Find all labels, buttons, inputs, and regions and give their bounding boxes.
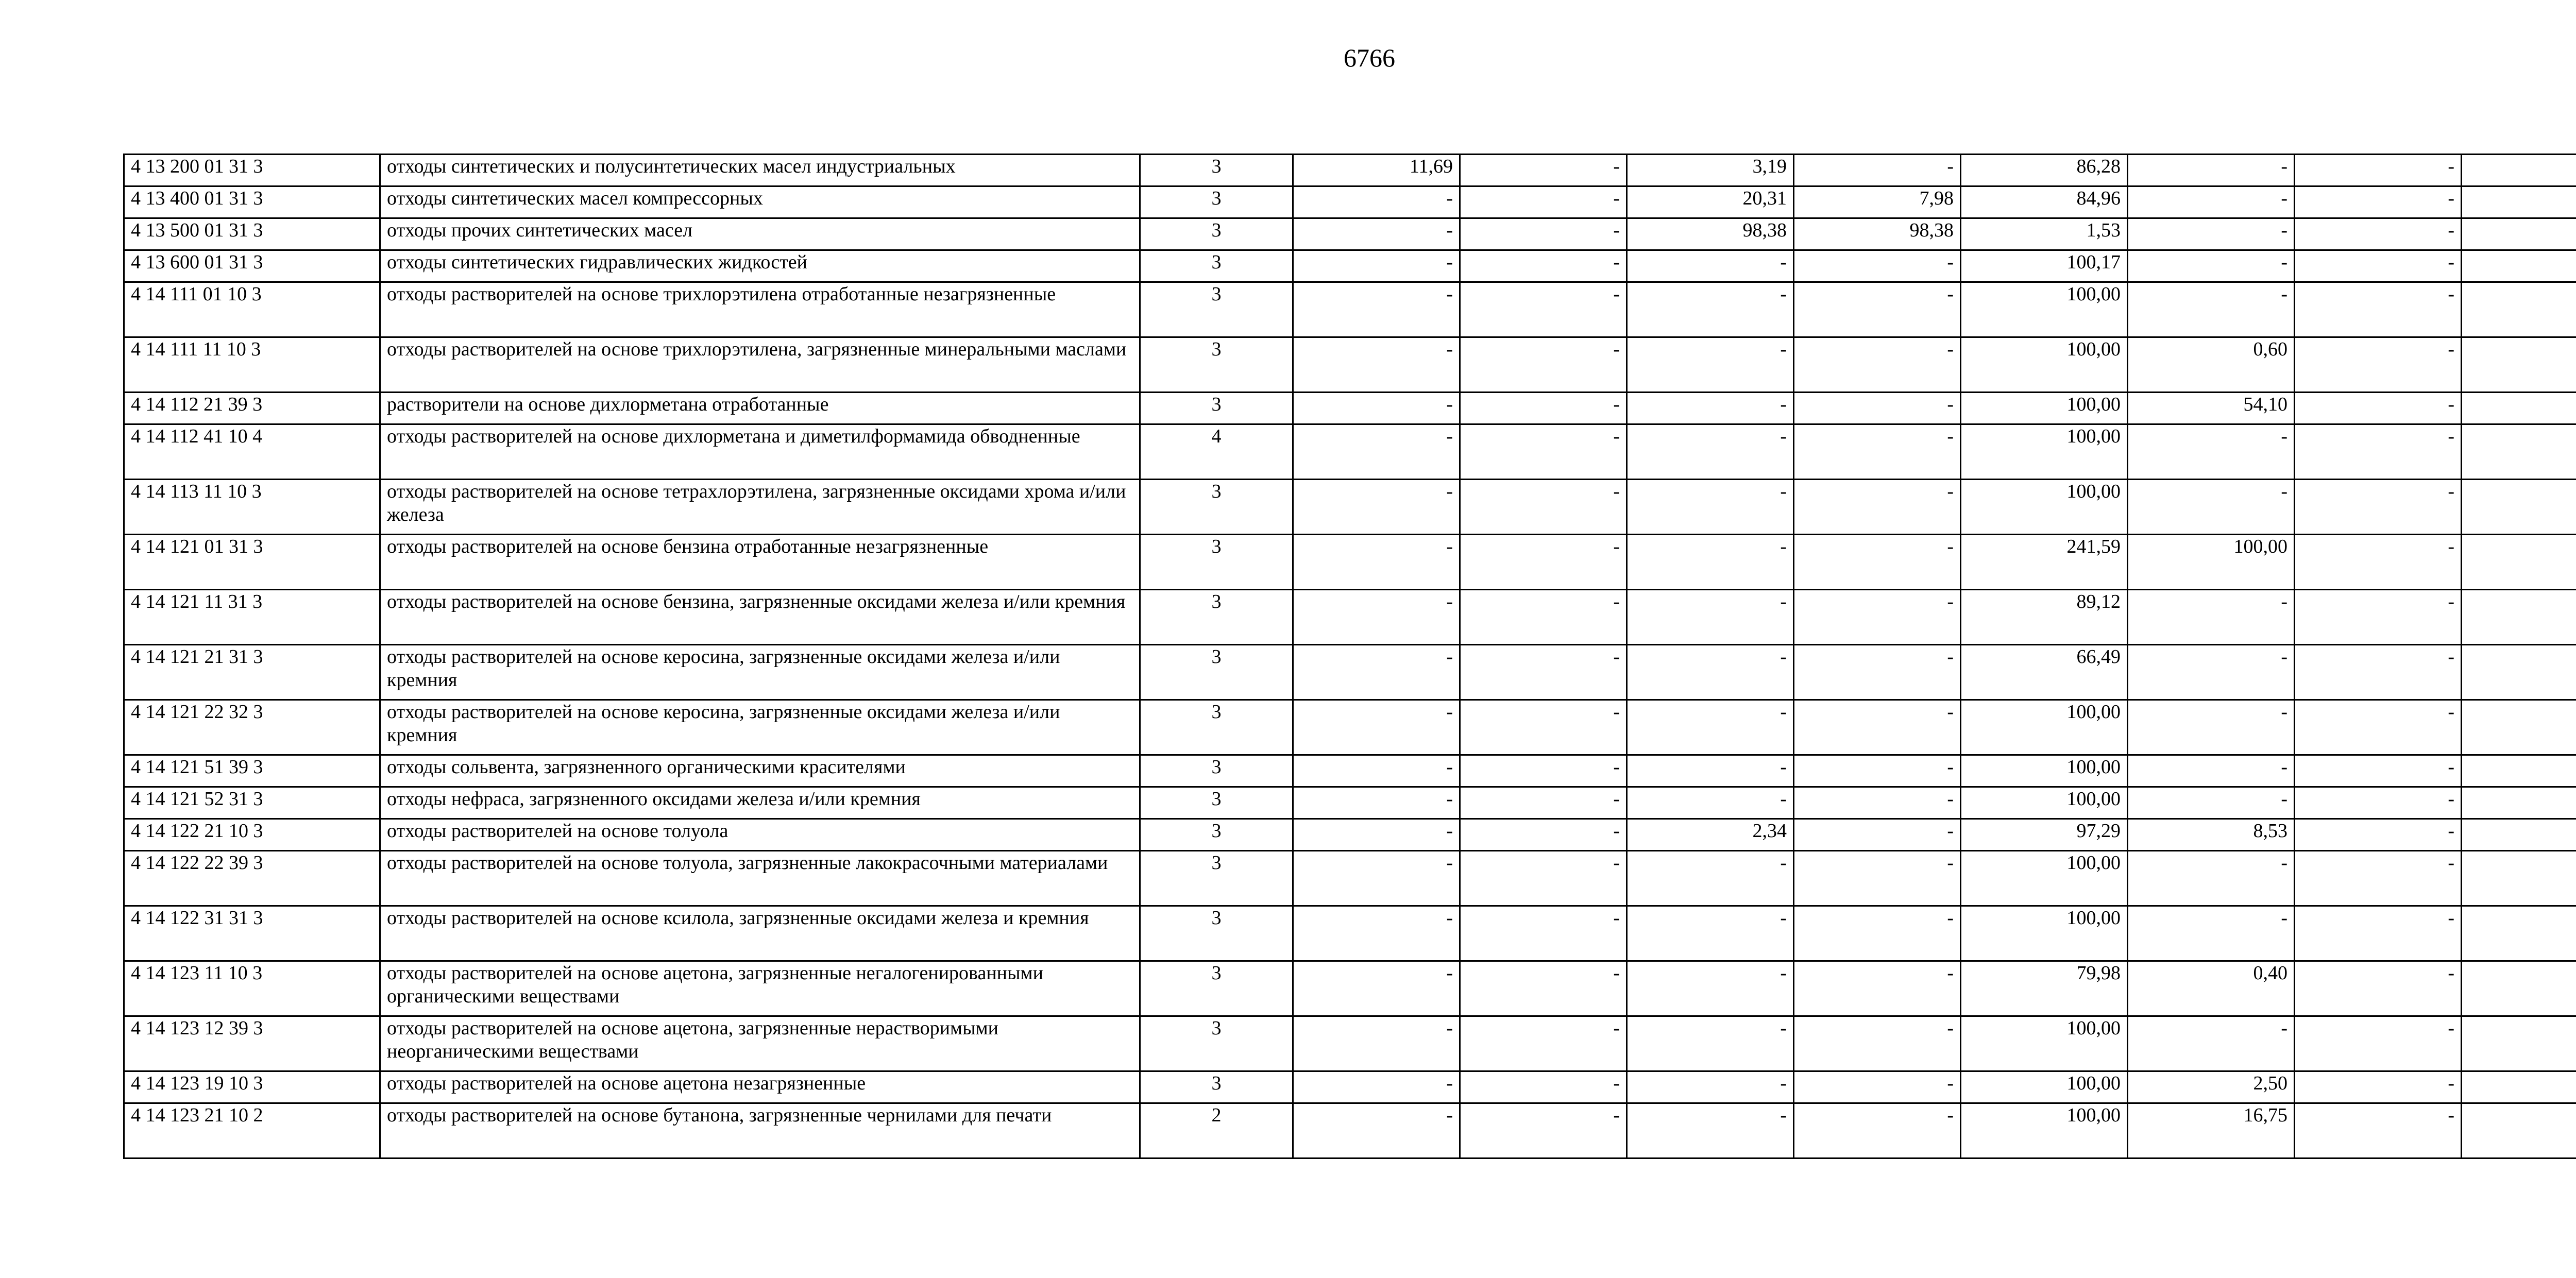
value-cell-4: -	[1794, 645, 1961, 700]
table-row	[124, 819, 2576, 851]
waste-name-cell: отходы растворителей на основе керосина, загрязненные оксидами железа и/или кремния	[380, 700, 1140, 755]
value-cell-8	[2462, 282, 2576, 337]
value-cell-8	[2462, 1071, 2576, 1103]
value-cell-5: 100,00	[1961, 1071, 2128, 1103]
waste-code-cell: 4 14 122 21 10 3	[124, 819, 380, 851]
hazard-class-cell: 3	[1140, 250, 1293, 282]
value-cell-1: -	[1293, 851, 1460, 906]
value-cell-5: 66,49	[1961, 645, 2128, 700]
hazard-class-cell: 3	[1140, 819, 1293, 851]
value-cell-1: -	[1293, 961, 1460, 1016]
value-cell-3: -	[1627, 1016, 1794, 1071]
value-cell-8	[2462, 787, 2576, 819]
table-row	[124, 1016, 2576, 1071]
waste-code-cell: 4 14 121 01 31 3	[124, 535, 380, 590]
hazard-class-cell: 3	[1140, 787, 1293, 819]
value-cell-6: 8,53	[2128, 819, 2295, 851]
value-cell-4: -	[1794, 393, 1961, 424]
value-cell-1: -	[1293, 393, 1460, 424]
value-cell-5: 89,12	[1961, 590, 2128, 645]
table-row	[124, 961, 2576, 1016]
value-cell-8	[2462, 961, 2576, 1016]
value-cell-4: -	[1794, 961, 1961, 1016]
value-cell-4: 7,98	[1794, 186, 1961, 218]
value-cell-8	[2462, 819, 2576, 851]
value-cell-2: -	[1460, 424, 1627, 480]
value-cell-5: 100,00	[1961, 1103, 2128, 1158]
waste-code-cell: 4 14 112 41 10 4	[124, 424, 380, 480]
value-cell-6: -	[2128, 424, 2295, 480]
table-row	[124, 535, 2576, 590]
waste-code-cell: 4 14 123 12 39 3	[124, 1016, 380, 1071]
waste-code-cell: 4 14 112 21 39 3	[124, 393, 380, 424]
value-cell-2: -	[1460, 851, 1627, 906]
waste-code-cell: 4 14 123 21 10 2	[124, 1103, 380, 1158]
value-cell-3: -	[1627, 250, 1794, 282]
waste-code-cell: 4 14 111 01 10 3	[124, 282, 380, 337]
value-cell-4: -	[1794, 480, 1961, 535]
hazard-class-cell: 3	[1140, 337, 1293, 393]
value-cell-5: 100,00	[1961, 906, 2128, 961]
hazard-class-cell: 3	[1140, 961, 1293, 1016]
value-cell-6: -	[2128, 480, 2295, 535]
hazard-class-cell: 2	[1140, 1103, 1293, 1158]
value-cell-4: -	[1794, 787, 1961, 819]
value-cell-7: -	[2295, 250, 2462, 282]
waste-name-cell: отходы растворителей на основе бензина, загрязненные оксидами железа и/или кремния	[380, 590, 1140, 645]
value-cell-4: 98,38	[1794, 218, 1961, 250]
value-cell-6: 0,60	[2128, 337, 2295, 393]
hazard-class-cell: 3	[1140, 218, 1293, 250]
value-cell-4: -	[1794, 700, 1961, 755]
value-cell-1: -	[1293, 787, 1460, 819]
value-cell-2: -	[1460, 337, 1627, 393]
value-cell-4: -	[1794, 337, 1961, 393]
waste-code-cell: 4 13 500 01 31 3	[124, 218, 380, 250]
waste-name-cell: отходы прочих синтетических масел	[380, 218, 1140, 250]
value-cell-6: -	[2128, 218, 2295, 250]
value-cell-7: -	[2295, 424, 2462, 480]
value-cell-1: -	[1293, 480, 1460, 535]
value-cell-7: -	[2295, 590, 2462, 645]
value-cell-8	[2462, 1016, 2576, 1071]
value-cell-2: -	[1460, 218, 1627, 250]
value-cell-6: 16,75	[2128, 1103, 2295, 1158]
value-cell-3: -	[1627, 393, 1794, 424]
value-cell-4: -	[1794, 535, 1961, 590]
value-cell-3: -	[1627, 851, 1794, 906]
waste-name-cell: отходы растворителей на основе ацетона, загрязненные негалогенированными органическими веществами	[380, 961, 1140, 1016]
value-cell-5: 84,96	[1961, 186, 2128, 218]
value-cell-2: -	[1460, 755, 1627, 787]
value-cell-6: -	[2128, 155, 2295, 186]
value-cell-8	[2462, 535, 2576, 590]
table-row	[124, 645, 2576, 700]
value-cell-3: 98,38	[1627, 218, 1794, 250]
value-cell-3: -	[1627, 1103, 1794, 1158]
value-cell-7: -	[2295, 535, 2462, 590]
value-cell-5: 100,00	[1961, 787, 2128, 819]
value-cell-1: -	[1293, 424, 1460, 480]
value-cell-8	[2462, 218, 2576, 250]
table-row	[124, 787, 2576, 819]
value-cell-1: -	[1293, 1103, 1460, 1158]
value-cell-6: 100,00	[2128, 535, 2295, 590]
value-cell-6: -	[2128, 282, 2295, 337]
value-cell-8	[2462, 155, 2576, 186]
table-row	[124, 906, 2576, 961]
value-cell-4: -	[1794, 851, 1961, 906]
value-cell-8	[2462, 645, 2576, 700]
value-cell-7: -	[2295, 186, 2462, 218]
hazard-class-cell: 3	[1140, 590, 1293, 645]
value-cell-5: 97,29	[1961, 819, 2128, 851]
value-cell-3: -	[1627, 480, 1794, 535]
value-cell-6: 0,40	[2128, 961, 2295, 1016]
hazard-class-cell: 3	[1140, 155, 1293, 186]
value-cell-1: -	[1293, 218, 1460, 250]
waste-code-cell: 4 13 600 01 31 3	[124, 250, 380, 282]
table-row	[124, 250, 2576, 282]
value-cell-1: -	[1293, 590, 1460, 645]
hazard-class-cell: 3	[1140, 700, 1293, 755]
hazard-class-cell: 3	[1140, 1071, 1293, 1103]
value-cell-1: -	[1293, 645, 1460, 700]
page-number: 6766	[1344, 43, 1395, 72]
table-row	[124, 282, 2576, 337]
value-cell-2: -	[1460, 1016, 1627, 1071]
value-cell-6: -	[2128, 755, 2295, 787]
table-row	[124, 1103, 2576, 1158]
hazard-class-cell: 3	[1140, 1016, 1293, 1071]
value-cell-5: 100,00	[1961, 700, 2128, 755]
waste-name-cell: отходы растворителей на основе бензина отработанные незагрязненные	[380, 535, 1140, 590]
value-cell-2: -	[1460, 250, 1627, 282]
value-cell-1: -	[1293, 250, 1460, 282]
value-cell-2: -	[1460, 700, 1627, 755]
hazard-class-cell: 3	[1140, 282, 1293, 337]
value-cell-6: -	[2128, 590, 2295, 645]
waste-name-cell: отходы растворителей на основе ацетона, загрязненные нерастворимыми неорганическими веществами	[380, 1016, 1140, 1071]
value-cell-2: -	[1460, 645, 1627, 700]
value-cell-8	[2462, 590, 2576, 645]
value-cell-8	[2462, 480, 2576, 535]
value-cell-6: -	[2128, 1016, 2295, 1071]
value-cell-4: -	[1794, 250, 1961, 282]
hazard-class-cell: 3	[1140, 393, 1293, 424]
value-cell-4: -	[1794, 155, 1961, 186]
value-cell-6: -	[2128, 906, 2295, 961]
hazard-class-cell: 3	[1140, 645, 1293, 700]
value-cell-2: -	[1460, 282, 1627, 337]
waste-name-cell: отходы синтетических гидравлических жидкостей	[380, 250, 1140, 282]
table-row	[124, 155, 2576, 186]
value-cell-3: 3,19	[1627, 155, 1794, 186]
waste-name-cell: отходы растворителей на основе ацетона незагрязненные	[380, 1071, 1140, 1103]
value-cell-7: -	[2295, 700, 2462, 755]
waste-code-cell: 4 14 121 11 31 3	[124, 590, 380, 645]
waste-name-cell: отходы синтетических и полусинтетических масел индустриальных	[380, 155, 1140, 186]
hazard-class-cell: 3	[1140, 480, 1293, 535]
value-cell-3: 2,34	[1627, 819, 1794, 851]
waste-name-cell: отходы растворителей на основе трихлорэтилена, загрязненные минеральными маслами	[380, 337, 1140, 393]
value-cell-3: -	[1627, 424, 1794, 480]
value-cell-8	[2462, 393, 2576, 424]
value-cell-4: -	[1794, 819, 1961, 851]
value-cell-3: -	[1627, 1071, 1794, 1103]
table-body	[124, 155, 2576, 1158]
value-cell-6: -	[2128, 186, 2295, 218]
value-cell-8	[2462, 851, 2576, 906]
waste-name-cell: отходы синтетических масел компрессорных	[380, 186, 1140, 218]
value-cell-7: -	[2295, 282, 2462, 337]
value-cell-3: -	[1627, 337, 1794, 393]
value-cell-5: 79,98	[1961, 961, 2128, 1016]
value-cell-8	[2462, 337, 2576, 393]
value-cell-4: -	[1794, 424, 1961, 480]
waste-code-cell: 4 13 200 01 31 3	[124, 155, 380, 186]
value-cell-5: 241,59	[1961, 535, 2128, 590]
waste-code-cell: 4 14 122 22 39 3	[124, 851, 380, 906]
value-cell-5: 100,00	[1961, 393, 2128, 424]
value-cell-1: -	[1293, 186, 1460, 218]
value-cell-5: 1,53	[1961, 218, 2128, 250]
value-cell-7: -	[2295, 337, 2462, 393]
table-row	[124, 480, 2576, 535]
value-cell-8	[2462, 424, 2576, 480]
value-cell-4: -	[1794, 282, 1961, 337]
waste-name-cell: отходы растворителей на основе дихлорметана и диметилформамида обводненные	[380, 424, 1140, 480]
hazard-class-cell: 3	[1140, 186, 1293, 218]
value-cell-3: -	[1627, 282, 1794, 337]
value-cell-2: -	[1460, 393, 1627, 424]
value-cell-4: -	[1794, 1071, 1961, 1103]
value-cell-8	[2462, 755, 2576, 787]
value-cell-3: -	[1627, 700, 1794, 755]
value-cell-6: 54,10	[2128, 393, 2295, 424]
table-row	[124, 424, 2576, 480]
waste-name-cell: отходы сольвента, загрязненного органическими красителями	[380, 755, 1140, 787]
value-cell-5: 86,28	[1961, 155, 2128, 186]
waste-name-cell: отходы растворителей на основе бутанона, загрязненные чернилами для печати	[380, 1103, 1140, 1158]
waste-data-table	[123, 154, 2576, 1159]
value-cell-5: 100,17	[1961, 250, 2128, 282]
value-cell-2: -	[1460, 480, 1627, 535]
waste-code-cell: 4 14 121 22 32 3	[124, 700, 380, 755]
value-cell-7: -	[2295, 906, 2462, 961]
table-row	[124, 337, 2576, 393]
hazard-class-cell: 3	[1140, 535, 1293, 590]
hazard-class-cell: 3	[1140, 755, 1293, 787]
waste-code-cell: 4 14 123 11 10 3	[124, 961, 380, 1016]
value-cell-5: 100,00	[1961, 851, 2128, 906]
value-cell-6: -	[2128, 700, 2295, 755]
value-cell-2: -	[1460, 906, 1627, 961]
value-cell-4: -	[1794, 755, 1961, 787]
waste-code-cell: 4 14 111 11 10 3	[124, 337, 380, 393]
table-row	[124, 755, 2576, 787]
waste-name-cell: растворители на основе дихлорметана отработанные	[380, 393, 1140, 424]
value-cell-1: -	[1293, 1071, 1460, 1103]
value-cell-3: -	[1627, 787, 1794, 819]
value-cell-7: -	[2295, 393, 2462, 424]
value-cell-8	[2462, 700, 2576, 755]
hazard-class-cell: 3	[1140, 851, 1293, 906]
value-cell-3: -	[1627, 906, 1794, 961]
value-cell-5: 100,00	[1961, 480, 2128, 535]
table-row	[124, 393, 2576, 424]
hazard-class-cell: 4	[1140, 424, 1293, 480]
value-cell-5: 100,00	[1961, 1016, 2128, 1071]
value-cell-1: -	[1293, 906, 1460, 961]
value-cell-2: -	[1460, 961, 1627, 1016]
waste-name-cell: отходы растворителей на основе толуола	[380, 819, 1140, 851]
value-cell-7: -	[2295, 155, 2462, 186]
value-cell-7: -	[2295, 1016, 2462, 1071]
table-row	[124, 700, 2576, 755]
value-cell-4: -	[1794, 590, 1961, 645]
value-cell-3: -	[1627, 590, 1794, 645]
value-cell-2: -	[1460, 155, 1627, 186]
value-cell-7: -	[2295, 1071, 2462, 1103]
value-cell-3: -	[1627, 755, 1794, 787]
value-cell-1: -	[1293, 535, 1460, 590]
value-cell-3: -	[1627, 961, 1794, 1016]
waste-name-cell: отходы нефраса, загрязненного оксидами железа и/или кремния	[380, 787, 1140, 819]
value-cell-5: 100,00	[1961, 424, 2128, 480]
value-cell-2: -	[1460, 186, 1627, 218]
value-cell-7: -	[2295, 645, 2462, 700]
value-cell-2: -	[1460, 590, 1627, 645]
table-row	[124, 590, 2576, 645]
value-cell-7: -	[2295, 480, 2462, 535]
waste-code-cell: 4 14 113 11 10 3	[124, 480, 380, 535]
value-cell-2: -	[1460, 1071, 1627, 1103]
value-cell-1: -	[1293, 700, 1460, 755]
value-cell-7: -	[2295, 961, 2462, 1016]
value-cell-7: -	[2295, 218, 2462, 250]
waste-code-cell: 4 14 121 52 31 3	[124, 787, 380, 819]
value-cell-3: -	[1627, 645, 1794, 700]
value-cell-3: -	[1627, 535, 1794, 590]
value-cell-7: -	[2295, 755, 2462, 787]
value-cell-2: -	[1460, 787, 1627, 819]
table-row	[124, 851, 2576, 906]
value-cell-8	[2462, 186, 2576, 218]
value-cell-2: -	[1460, 819, 1627, 851]
value-cell-3: 20,31	[1627, 186, 1794, 218]
waste-name-cell: отходы растворителей на основе трихлорэтилена отработанные незагрязненные	[380, 282, 1140, 337]
value-cell-2: -	[1460, 1103, 1627, 1158]
waste-name-cell: отходы растворителей на основе керосина, загрязненные оксидами железа и/или кремния	[380, 645, 1140, 700]
table-row	[124, 1071, 2576, 1103]
value-cell-7: -	[2295, 1103, 2462, 1158]
waste-code-cell: 4 14 123 19 10 3	[124, 1071, 380, 1103]
value-cell-6: 2,50	[2128, 1071, 2295, 1103]
value-cell-6: -	[2128, 645, 2295, 700]
value-cell-4: -	[1794, 906, 1961, 961]
waste-code-cell: 4 14 121 21 31 3	[124, 645, 380, 700]
value-cell-1: -	[1293, 819, 1460, 851]
value-cell-1: -	[1293, 1016, 1460, 1071]
value-cell-8	[2462, 906, 2576, 961]
hazard-class-cell: 3	[1140, 906, 1293, 961]
value-cell-2: -	[1460, 535, 1627, 590]
value-cell-1: -	[1293, 755, 1460, 787]
waste-name-cell: отходы растворителей на основе тетрахлорэтилена, загрязненные оксидами хрома и/или железа	[380, 480, 1140, 535]
value-cell-6: -	[2128, 851, 2295, 906]
value-cell-6: -	[2128, 250, 2295, 282]
waste-name-cell: отходы растворителей на основе толуола, загрязненные лакокрасочными материалами	[380, 851, 1140, 906]
waste-code-cell: 4 13 400 01 31 3	[124, 186, 380, 218]
value-cell-5: 100,00	[1961, 337, 2128, 393]
value-cell-4: -	[1794, 1103, 1961, 1158]
value-cell-1: -	[1293, 337, 1460, 393]
waste-code-cell: 4 14 122 31 31 3	[124, 906, 380, 961]
value-cell-1: -	[1293, 282, 1460, 337]
value-cell-8	[2462, 1103, 2576, 1158]
value-cell-7: -	[2295, 851, 2462, 906]
table-row	[124, 186, 2576, 218]
waste-code-cell: 4 14 121 51 39 3	[124, 755, 380, 787]
value-cell-6: -	[2128, 787, 2295, 819]
value-cell-4: -	[1794, 1016, 1961, 1071]
value-cell-5: 100,00	[1961, 755, 2128, 787]
value-cell-1: 11,69	[1293, 155, 1460, 186]
value-cell-8	[2462, 250, 2576, 282]
waste-name-cell: отходы растворителей на основе ксилола, загрязненные оксидами железа и кремния	[380, 906, 1140, 961]
value-cell-7: -	[2295, 819, 2462, 851]
value-cell-5: 100,00	[1961, 282, 2128, 337]
value-cell-7: -	[2295, 787, 2462, 819]
table-row	[124, 218, 2576, 250]
